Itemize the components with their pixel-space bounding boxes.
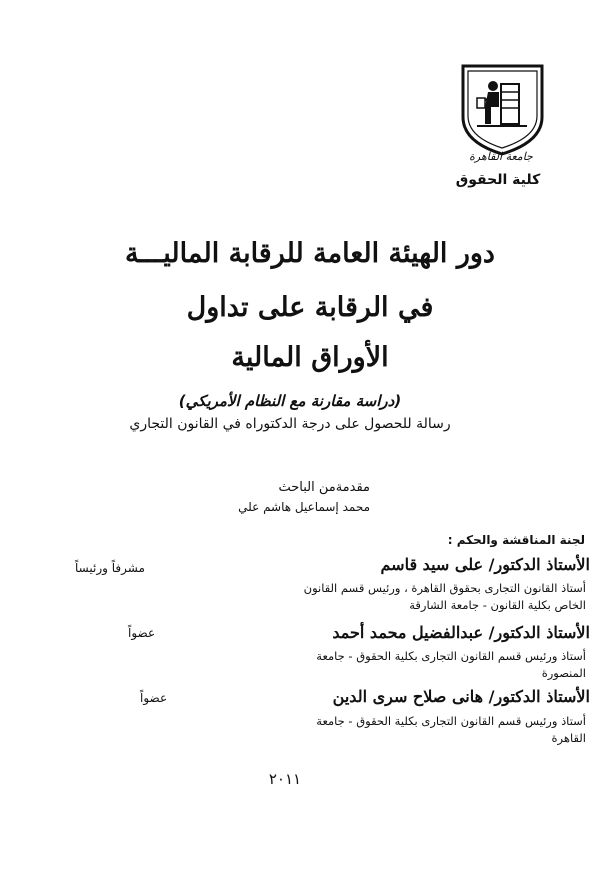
title-line-1: دور الهيئة العامة للرقابة الماليـــة <box>125 238 495 269</box>
researcher-name: محمد إسماعيل هاشم علي <box>238 500 370 514</box>
year: ٢٠١١ <box>268 770 302 788</box>
member-3-role: عضواً <box>140 691 168 705</box>
faculty-name: كلية الحقوق <box>455 172 541 188</box>
subtitle: (دراسة مقارنة مع النظام الأمريكي) <box>178 392 402 410</box>
committee-title: لجنة المناقشة والحكم : <box>447 533 585 547</box>
cairo-university-emblem-icon <box>455 62 550 157</box>
member-3-name: الأستاذ الدكتور/ هانى صلاح سرى الدين <box>332 687 590 706</box>
member-1-desc-line-2: الخاص بكلية القانون - جامعة الشارقة <box>409 598 586 612</box>
degree-statement: رسالة للحصول على درجة الدكتوراه في القانون التجاري <box>129 416 451 432</box>
member-2-role: عضواً <box>128 626 156 640</box>
member-3-desc-line-1: أستاذ ورئيس قسم القانون التجارى بكلية الحقوق - جامعة <box>316 714 586 728</box>
member-1-desc-line-1: أستاذ القانون التجارى بحقوق القاهرة ، ورئيس قسم القانون <box>303 581 586 595</box>
title-line-2: في الرقابة على تداول <box>186 292 434 323</box>
member-2-name: الأستاذ الدكتور/ عبدالفضيل محمد أحمد <box>332 623 590 642</box>
member-2-desc-line-2: المنصورة <box>541 666 586 680</box>
member-2-desc-line-1: أستاذ ورئيس قسم القانون التجارى بكلية الحقوق - جامعة <box>316 649 586 663</box>
presenter-label: مقدمةمن الباحث <box>278 480 370 495</box>
logo-lettering: جامعة القاهرة <box>469 150 533 163</box>
member-3-desc-line-2: القاهرة <box>551 731 586 745</box>
title-line-3: الأوراق المالية <box>231 342 389 373</box>
member-1-role: مشرفاً ورئيساً <box>75 561 145 575</box>
member-1-name: الأستاذ الدكتور/ على سيد قاسم <box>380 555 590 574</box>
